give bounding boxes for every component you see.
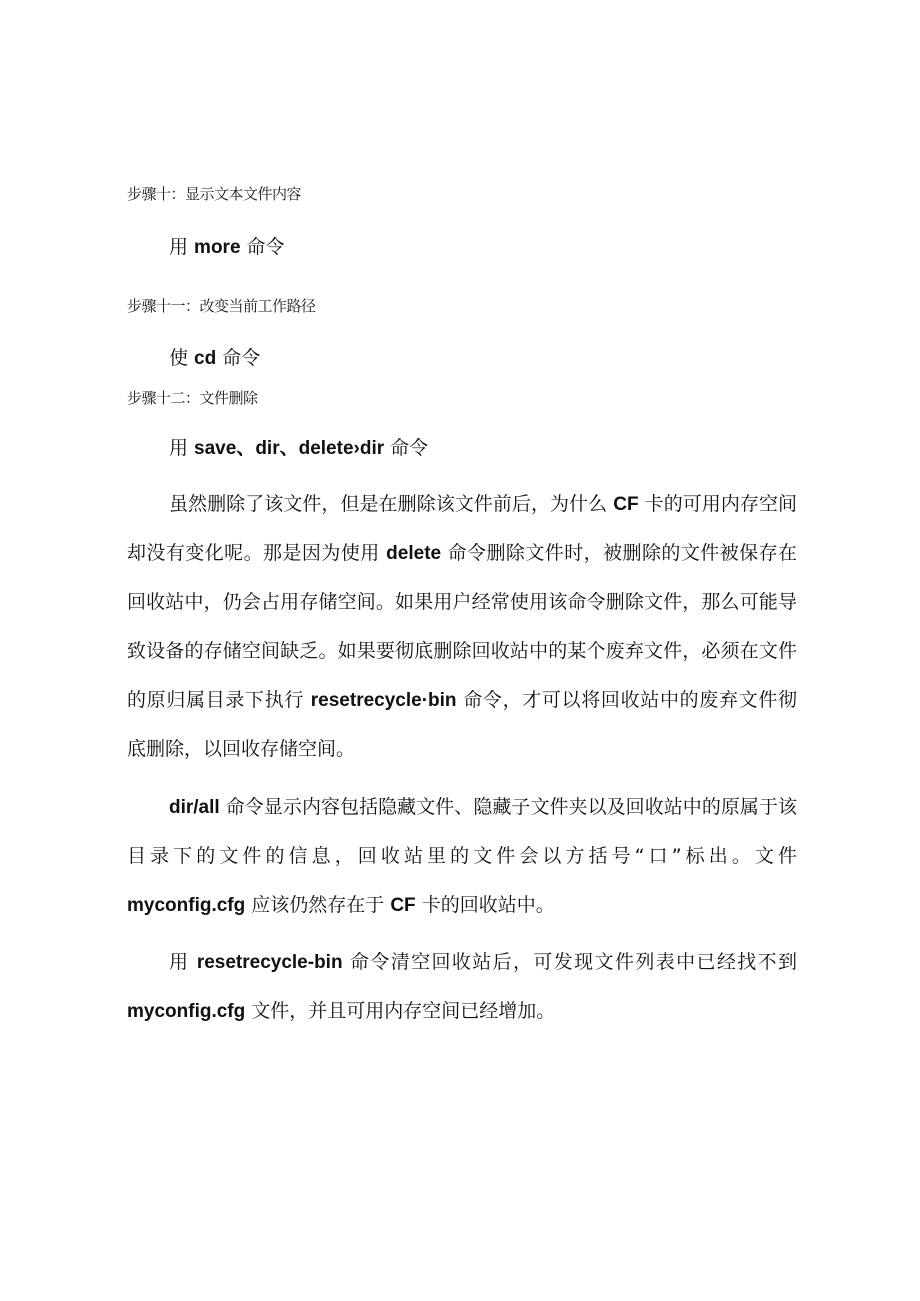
step-11-command-prefix: 使: [169, 347, 195, 369]
step-12-command-prefix: 用: [169, 437, 195, 459]
step-10-command-prefix: 用: [169, 236, 195, 258]
step-12-heading: 步骤十二：文件删除: [127, 389, 258, 407]
para1-text-3: 命令删除文件时，被删除的文件被保存在回收站中，仍会占用存储空间。如果用户经常使用该命令删除文件，那么可能导致设备的存储空间缺乏。如果要彻底删除回收站中的某个废弃文件，必须在文件的原归属目录下执行: [127, 542, 798, 711]
para1-text-2: 卡的可用内存空间却没有变化呢。那是因为使用: [127, 493, 797, 564]
para1-text-4: 命令，才可以将回收站中的废弃文件彻底删除，以回收存储空间。: [127, 689, 797, 760]
para3-text-3: 文件，并且可用内存空间已经增加。: [245, 1000, 556, 1022]
paragraph-dir-all: [127, 783, 797, 930]
para2-bold-cf: CF: [390, 895, 416, 916]
step-10-command-suffix: 命令: [240, 236, 285, 258]
step-11-command-name: cd: [194, 348, 217, 369]
step-12-command-suffix: 命令: [384, 437, 429, 459]
para1-bold-resetrecycle: resetrecycle·bin: [310, 690, 457, 711]
step-12-command-name: save、dir、delete›dir: [194, 438, 385, 459]
para2-bold-myconfig: myconfig.cfg: [127, 895, 246, 916]
step-10-heading: 步骤十：显示文本文件内容: [127, 185, 302, 203]
para1-bold-cf: CF: [613, 494, 639, 515]
para3-bold-resetrecycle: resetrecycle-bin: [196, 952, 343, 973]
para3-text-1: 用: [169, 951, 197, 973]
step-11-command: [169, 343, 260, 370]
para2-text-3: 卡的回收站中。: [415, 894, 555, 916]
step-11-heading: 步骤十一：改变当前工作路径: [127, 297, 316, 315]
para3-bold-myconfig: myconfig.cfg: [127, 1001, 246, 1022]
step-10-command-name: more: [194, 237, 241, 258]
paragraph-empty-recycle: [127, 938, 797, 1036]
step-12-command: [169, 433, 428, 460]
step-10-command: [169, 232, 285, 259]
para2-text-2: 应该仍然存在于: [245, 894, 391, 916]
para3-text-2: 命令清空回收站后，可发现文件列表中已经找不到: [342, 951, 797, 973]
para2-text-1: 命令显示内容包括隐藏文件、隐藏子文件夹以及回收站中的原属于该目录下的文件的信息，回收站里的文件会以方括号“口”标出。文件: [127, 796, 797, 867]
para2-bold-dirall: dir/all: [169, 797, 220, 818]
paragraph-recycle-explanation: [127, 480, 797, 774]
para1-bold-delete: delete: [386, 543, 442, 564]
para1-text-1: 虽然删除了该文件，但是在删除该文件前后，为什么: [169, 493, 614, 515]
step-11-command-suffix: 命令: [216, 347, 261, 369]
